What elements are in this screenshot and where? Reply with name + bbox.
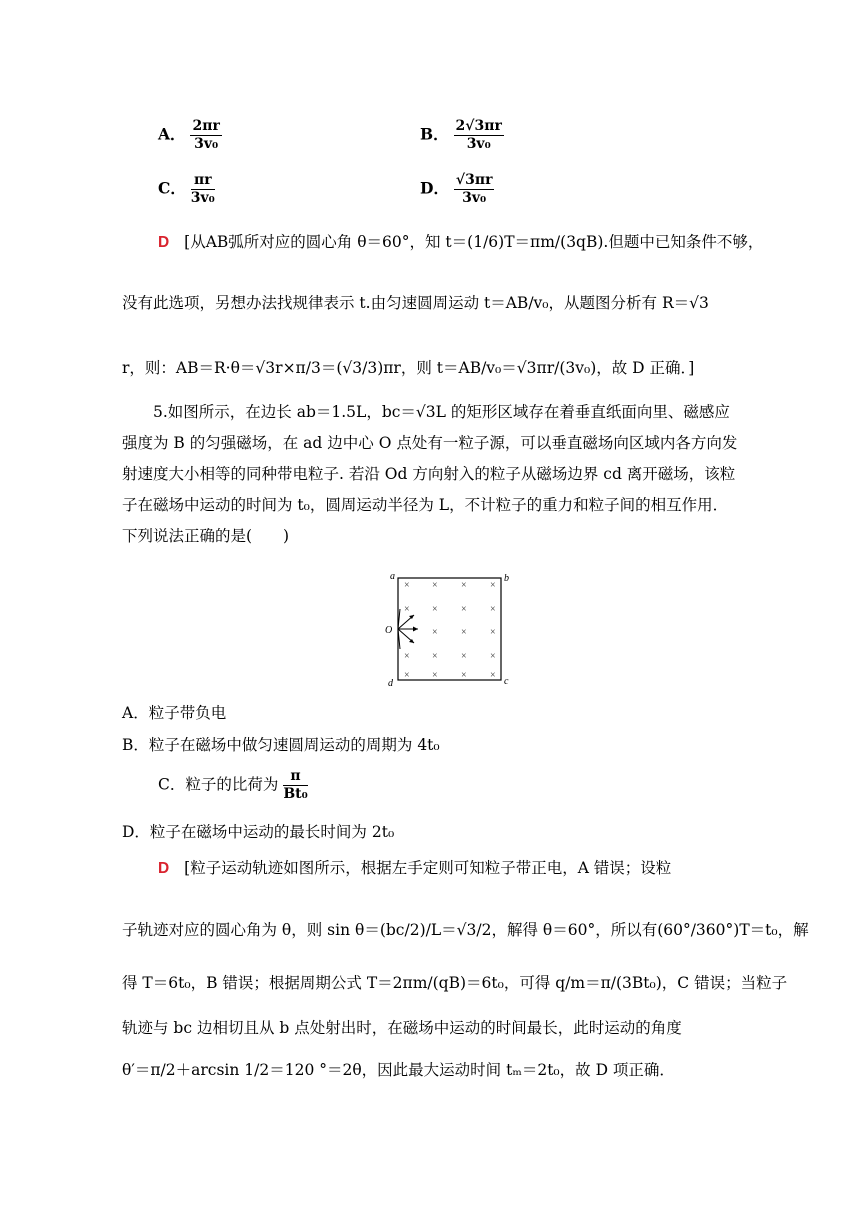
option-d <box>420 172 494 207</box>
option-d-label: D． <box>420 178 449 198</box>
field-mark: × <box>490 670 496 681</box>
q5-option-c-numerator: π <box>283 768 307 786</box>
field-mark: × <box>404 651 410 662</box>
option-c-denominator: 3v₀ <box>190 190 215 206</box>
q4-answer-text-1: [从AB弧所对应的圆心角 θ＝60°，知 t＝(1/6)T＝πm/(3qB).但题中已知条件不够， <box>184 233 764 251</box>
q5-answer-line-5: θ′＝π/2＋arcsin 1/2＝120 °＝2θ，因此最大运动时间 tₘ＝2t₀，故 D 项正确． <box>122 1061 675 1079</box>
q4-answer-letter: D <box>158 234 170 251</box>
q5-stem: 5.如图所示，在边长 ab＝1.5L，bc＝√3L 的矩形区域存在着垂直纸面向里、磁感应强度为 B 的匀强磁场，在 ad 边中心 O 点处有一粒子源，可以垂直磁场向区域内各方向发射速度大小相等的同种带电粒子. 若沿 Od 方向射入的粒子从磁场边界 cd 离开磁场，该粒子在磁场中运动的时间为 t₀，圆周运动半径为 L，不计粒子的重力和粒子间的相互作用．下列说法正确的是( ) <box>122 403 738 545</box>
q5-answer-line-3: 得 T＝6t₀，B 错误；根据周期公式 T＝2πm/(qB)＝6t₀，可得 q/m＝π/(3Bt₀)，C 错误；当粒子 <box>122 974 788 992</box>
q5-answer-line-2: 子轨迹对应的圆心角为 θ，则 sin θ＝(bc/2)/L＝√3/2，解得 θ＝60°，所以有(60°/360°)T＝t₀，解 <box>122 921 809 939</box>
option-c <box>158 172 215 207</box>
q5-answer-line-4: 轨迹与 bc 边相切且从 b 点处射出时，在磁场中运动的时间最长，此时运动的角度 <box>122 1019 682 1037</box>
q4-answer-line-2: 没有此选项，另想办法找规律表示 t.由匀速圆周运动 t＝AB/v₀，从题图分析有 R＝√3 <box>122 294 709 312</box>
option-d-numerator: √3πr <box>455 172 493 188</box>
q5-option-a: A．粒子带负电 <box>122 704 227 722</box>
q5-option-b: B．粒子在磁场中做匀速圆周运动的周期为 4t₀ <box>122 736 440 754</box>
field-mark: × <box>404 580 410 591</box>
option-b-label: B． <box>420 124 449 144</box>
field-mark: × <box>404 670 410 681</box>
field-mark: × <box>432 604 438 615</box>
corner-d-label: d <box>388 678 393 689</box>
field-mark: × <box>461 670 467 681</box>
field-mark: × <box>461 580 467 591</box>
option-b-fraction <box>454 118 504 153</box>
field-mark: × <box>461 627 467 638</box>
option-d-denominator: 3v₀ <box>462 190 487 206</box>
q5-option-d: D．粒子在磁场中运动的最长时间为 2t₀ <box>122 823 395 841</box>
field-mark: × <box>490 604 496 615</box>
option-a-numerator: 2πr <box>192 118 220 134</box>
corner-a-label: a <box>390 571 395 582</box>
field-mark: × <box>490 627 496 638</box>
q5-option-c-denominator: Bt₀ <box>283 786 308 802</box>
field-mark: × <box>461 604 467 615</box>
q4-answer-line-3: r，则：AB＝R·θ＝√3r×π/3＝(√3/3)πr，则 t＝AB/v₀＝√3πr/(3v₀)，故 D 正确．] <box>122 359 695 377</box>
q5-option-c <box>158 768 308 803</box>
option-c-fraction <box>191 172 215 207</box>
corner-c-label: c <box>504 676 509 687</box>
field-marks <box>404 580 496 681</box>
q5-answer-text-1: [粒子运动轨迹如图所示，根据左手定则可知粒子带正电，A 错误；设粒 <box>184 859 672 877</box>
field-mark: × <box>432 627 438 638</box>
option-a-label: A． <box>158 124 186 144</box>
field-mark: × <box>432 670 438 681</box>
field-mark: × <box>432 580 438 591</box>
option-a <box>158 118 222 153</box>
q5-answer-letter: D <box>158 860 170 877</box>
option-a-denominator: 3v₀ <box>194 136 219 152</box>
option-b-denominator: 3v₀ <box>466 136 491 152</box>
field-mark: × <box>404 604 410 615</box>
field-mark: × <box>490 580 496 591</box>
option-c-label: C． <box>158 178 186 198</box>
q5-option-c-prefix: C．粒子的比荷为 <box>158 775 279 794</box>
field-mark: × <box>461 651 467 662</box>
q5-answer-line-1 <box>158 856 671 878</box>
field-mark: × <box>490 651 496 662</box>
option-c-numerator: πr <box>191 172 215 190</box>
option-a-fraction <box>190 118 221 153</box>
q5-option-c-fraction <box>283 768 307 803</box>
magnetic-field-figure <box>380 568 520 690</box>
point-o-label: O <box>385 625 393 636</box>
corner-b-label: b <box>504 573 509 584</box>
option-b-numerator: 2√3πr <box>455 118 502 134</box>
field-mark: × <box>432 651 438 662</box>
option-d-fraction <box>454 172 495 207</box>
q4-answer-line-1 <box>158 230 763 252</box>
option-b <box>420 118 504 153</box>
